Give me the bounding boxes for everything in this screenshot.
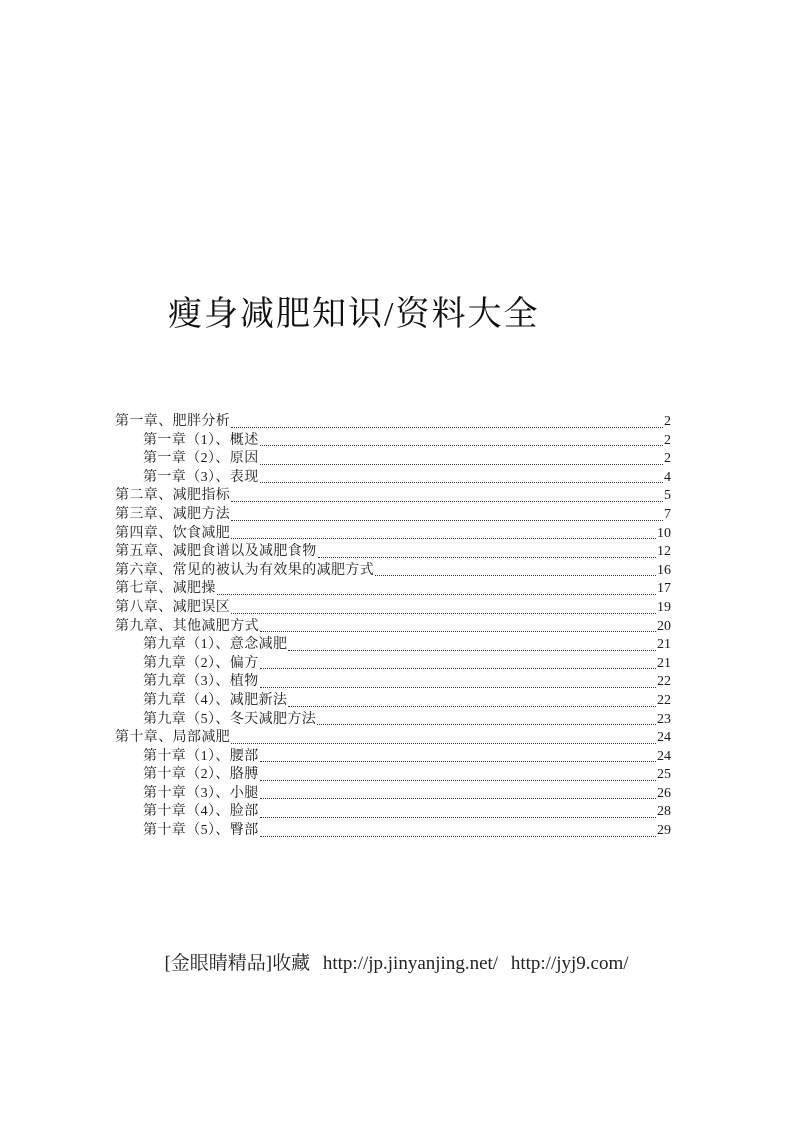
toc-entry-page: 10 bbox=[657, 525, 671, 541]
toc-entry[interactable] bbox=[115, 822, 671, 841]
toc-leader-dots bbox=[260, 668, 656, 669]
toc-entry[interactable] bbox=[115, 655, 671, 674]
toc-entry-page: 26 bbox=[657, 785, 671, 801]
toc-leader-dots bbox=[231, 501, 663, 502]
toc-leader-dots bbox=[288, 706, 656, 707]
toc-entry-page: 28 bbox=[657, 804, 671, 820]
toc-leader-dots bbox=[260, 482, 663, 483]
toc-entry-label: 第十章（4）、脸部 bbox=[143, 804, 259, 820]
toc-entry-page: 17 bbox=[657, 581, 671, 597]
toc-entry[interactable] bbox=[115, 432, 671, 451]
toc-entry-label: 第十章（3）、小腿 bbox=[143, 785, 259, 801]
toc-entry-label: 第三章、减肥方法 bbox=[115, 506, 231, 522]
toc-entry[interactable] bbox=[115, 618, 671, 637]
toc-entry-label: 第九章（3）、植物 bbox=[143, 674, 259, 690]
toc-entry-label: 第九章、其他减肥方式 bbox=[115, 618, 259, 634]
toc-entry-page: 22 bbox=[657, 692, 671, 708]
toc-entry-label: 第一章（1）、概述 bbox=[143, 432, 259, 448]
toc-entry-label: 第十章、局部减肥 bbox=[115, 730, 231, 746]
toc-entry-label: 第五章、减肥食谱以及减肥食物 bbox=[115, 544, 317, 560]
toc-entry[interactable] bbox=[115, 803, 671, 822]
toc-leader-dots bbox=[260, 687, 656, 688]
toc-entry-label: 第一章（3）、表现 bbox=[143, 469, 259, 485]
toc-leader-dots bbox=[231, 613, 656, 614]
toc-entry[interactable] bbox=[115, 469, 671, 488]
toc-entry-label: 第六章、常见的被认为有效果的减肥方式 bbox=[115, 562, 375, 578]
toc-entry-page: 2 bbox=[664, 432, 671, 448]
toc-entry[interactable] bbox=[115, 525, 671, 544]
document-title: 瘦身减肥知识/资料大全 bbox=[168, 296, 540, 333]
toc-entry-page: 29 bbox=[657, 823, 671, 839]
toc-entry-page: 19 bbox=[657, 599, 671, 615]
toc-leader-dots bbox=[260, 780, 656, 781]
toc-leader-dots bbox=[318, 557, 656, 558]
toc-entry-page: 24 bbox=[657, 748, 671, 764]
toc-entry[interactable] bbox=[115, 636, 671, 655]
toc-entry-page: 12 bbox=[657, 544, 671, 560]
toc-entry-page: 16 bbox=[657, 562, 671, 578]
toc-entry-label: 第九章（2）、偏方 bbox=[143, 655, 259, 671]
toc-entry[interactable] bbox=[115, 506, 671, 525]
toc-leader-dots bbox=[231, 427, 663, 428]
toc-entry[interactable] bbox=[115, 487, 671, 506]
toc-entry-page: 24 bbox=[657, 730, 671, 746]
toc-leader-dots bbox=[217, 594, 656, 595]
toc-leader-dots bbox=[260, 761, 656, 762]
toc-entry[interactable] bbox=[115, 543, 671, 562]
toc-entry[interactable] bbox=[115, 413, 671, 432]
toc-entry-page: 2 bbox=[664, 414, 671, 429]
toc-entry-page: 22 bbox=[657, 674, 671, 690]
toc-entry-page: 5 bbox=[664, 488, 671, 504]
toc-entry-label: 第九章（5）、冬天减肥方法 bbox=[143, 711, 317, 727]
toc-entry[interactable] bbox=[115, 785, 671, 804]
toc-leader-dots bbox=[260, 836, 656, 837]
toc-leader-dots bbox=[288, 650, 656, 651]
toc-leader-dots bbox=[317, 724, 656, 725]
toc-entry-page: 7 bbox=[664, 506, 671, 522]
toc-entry-page: 23 bbox=[657, 711, 671, 727]
toc-entry[interactable] bbox=[115, 729, 671, 748]
toc-entry-label: 第十章（1）、腰部 bbox=[143, 748, 259, 764]
table-of-contents bbox=[115, 413, 671, 841]
toc-entry-page: 4 bbox=[664, 469, 671, 485]
toc-entry-label: 第一章（2）、原因 bbox=[143, 451, 259, 467]
toc-entry-page: 21 bbox=[657, 637, 671, 653]
toc-entry-label: 第二章、减肥指标 bbox=[115, 488, 231, 504]
toc-leader-dots bbox=[260, 798, 656, 799]
toc-entry[interactable] bbox=[115, 562, 671, 581]
toc-entry-page: 21 bbox=[657, 655, 671, 671]
toc-entry-label: 第八章、减肥误区 bbox=[115, 599, 231, 615]
toc-entry[interactable] bbox=[115, 748, 671, 767]
toc-entry[interactable] bbox=[115, 580, 671, 599]
toc-leader-dots bbox=[231, 743, 656, 744]
toc-leader-dots bbox=[375, 575, 656, 576]
toc-leader-dots bbox=[260, 817, 656, 818]
toc-entry-label: 第一章、肥胖分析 bbox=[115, 414, 231, 429]
toc-entry[interactable] bbox=[115, 692, 671, 711]
footer-collection-label: [金眼睛精品]收藏 bbox=[164, 953, 311, 974]
toc-leader-dots bbox=[260, 445, 663, 446]
footer-link-jinyanjing[interactable]: http://jp.jinyanjing.net/ bbox=[322, 953, 499, 974]
toc-leader-dots bbox=[231, 520, 663, 521]
toc-leader-dots bbox=[260, 464, 663, 465]
toc-entry-label: 第七章、减肥操 bbox=[115, 581, 216, 597]
toc-entry-label: 第九章（4）、减肥新法 bbox=[143, 692, 288, 708]
toc-entry-label: 第十章（2）、胳膊 bbox=[143, 767, 259, 783]
footer-link-jyj9[interactable]: http://jyj9.com/ bbox=[510, 953, 629, 974]
toc-entry-label: 第十章（5）、臀部 bbox=[143, 823, 259, 839]
toc-leader-dots bbox=[231, 538, 656, 539]
toc-entry-label: 第九章（1）、意念减肥 bbox=[143, 637, 288, 653]
toc-entry-label: 第四章、饮食减肥 bbox=[115, 525, 231, 541]
toc-entry[interactable] bbox=[115, 766, 671, 785]
toc-entry-page: 25 bbox=[657, 767, 671, 783]
toc-entry[interactable] bbox=[115, 599, 671, 618]
toc-leader-dots bbox=[260, 631, 656, 632]
toc-entry[interactable] bbox=[115, 450, 671, 469]
toc-entry-page: 20 bbox=[657, 618, 671, 634]
toc-entry[interactable] bbox=[115, 673, 671, 692]
toc-entry-page: 2 bbox=[664, 451, 671, 467]
page-footer bbox=[0, 948, 793, 975]
toc-entry[interactable] bbox=[115, 711, 671, 730]
